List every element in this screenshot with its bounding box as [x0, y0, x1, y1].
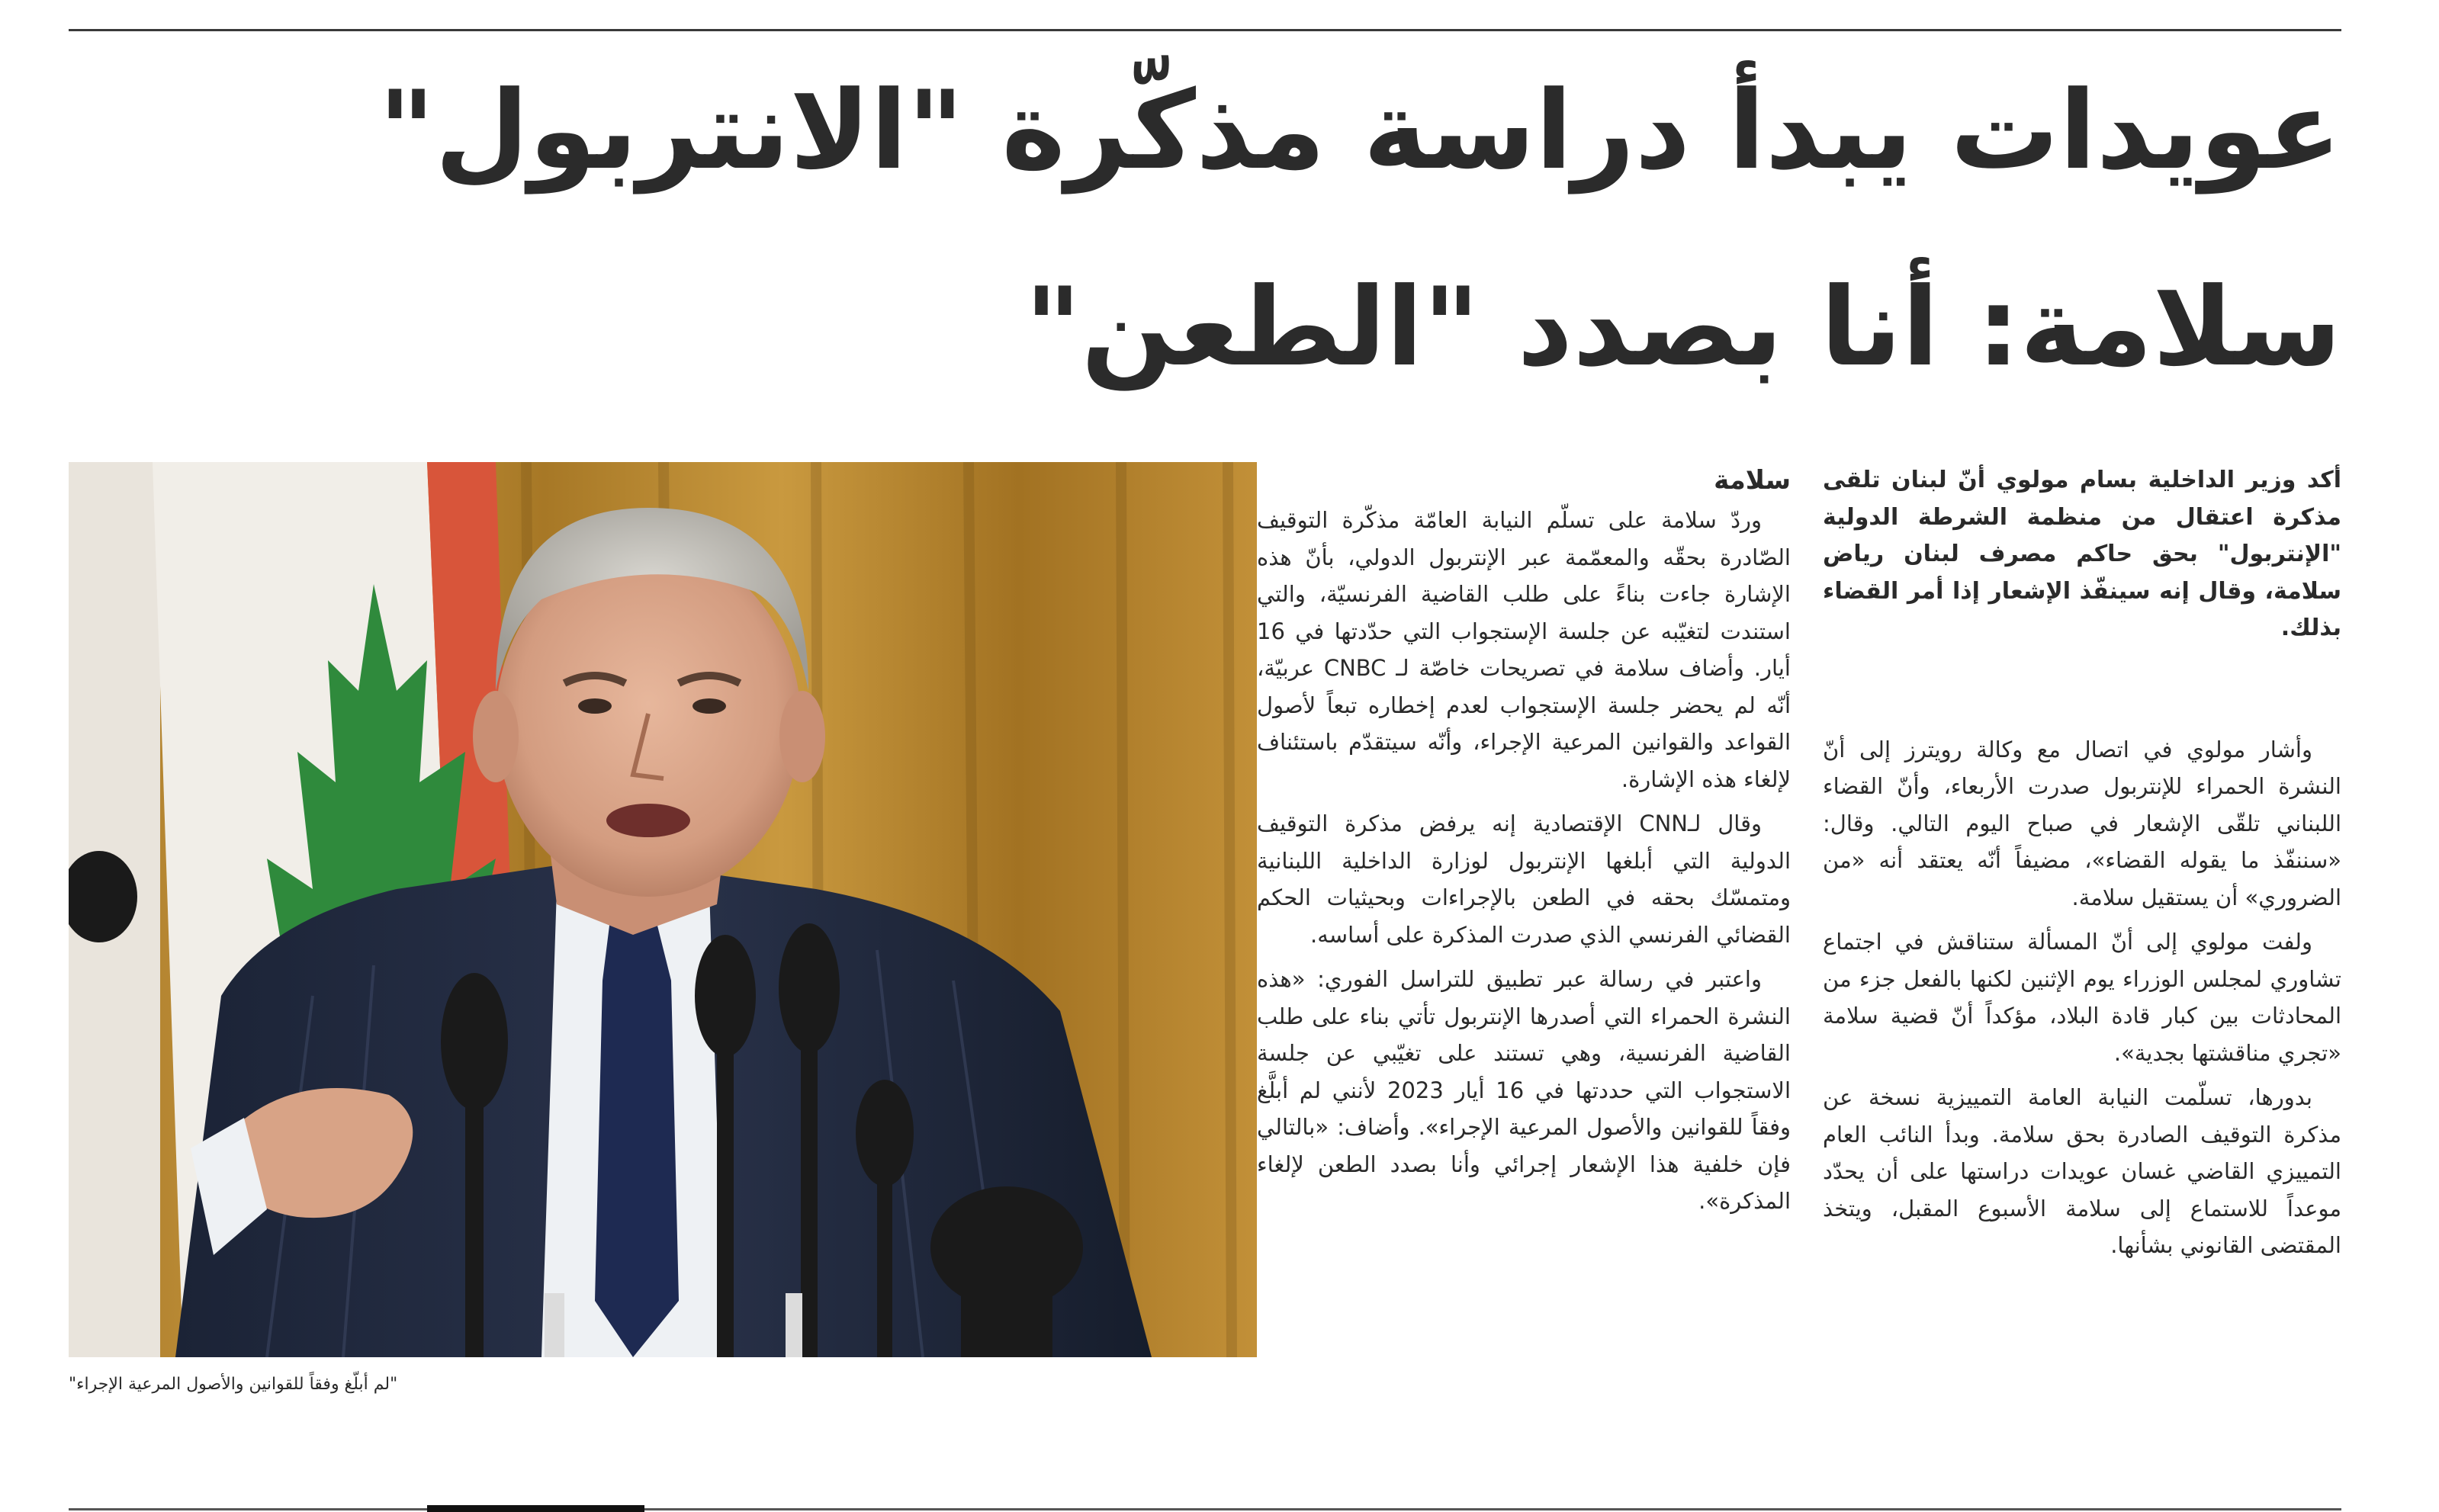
news-photo — [69, 462, 1257, 1357]
lead-paragraph: أكد وزير الداخلية بسام مولوي أنّ لبنان تلقى مذكرة اعتقال من منظمة الشرطة الدولية "الإنتربول" بحق حاكم مصرف لبنان رياض سلامة، وقال إنه سينفّذ الإشعار إذا أمر القضاء بذلك. — [1823, 467, 2341, 641]
headline-line-1: عويدات يبدأ دراسة مذكّرة "الانتربول" — [378, 68, 2341, 194]
article-column-middle — [1257, 462, 1791, 1220]
bottom-rule — [69, 1508, 427, 1510]
bottom-rule — [644, 1508, 2341, 1510]
body-paragraph: وقال لـCNN الإقتصادية إنه يرفض مذكرة التوقيف الدولية التي أبلغها الإنتربول لوزارة الداخلية اللبنانية ومتمسّك بحقه في الطعن بالإجراءات وبحيثيات الحكم القضائي الفرنسي الذي صدرت المذكرة على أساسه. — [1257, 811, 1791, 948]
body-paragraph: وأشار مولوي في اتصال مع وكالة رويترز إلى أنّ النشرة الحمراء للإنتربول صدرت الأربعاء، وأنّ القضاء اللبناني تلقّى الإشعار في صباح اليوم التالي. وقال: «سننفّذ ما يقوله القضاء»، مضيفاً أنّه يعتقد أنه «من الضروري» أن يستقيل سلامة. — [1823, 736, 2341, 910]
headline-line-2: سلامة: أنا بصدد "الطعن" — [1024, 265, 2341, 390]
body-paragraph: ولفت مولوي إلى أنّ المسألة ستناقش في اجتماع تشاوري لمجلس الوزراء يوم الإثنين لكنها بالفعل جزء من المحادثات بين كبار قادة البلاد، مؤكداً أنّ قضية سلامة «تجري مناقشتها بجدية». — [1823, 929, 2341, 1066]
article-column-right — [1823, 462, 2341, 1264]
top-rule — [69, 29, 2341, 31]
photo-caption: "لم أبلّغ وفقاً للقوانين والأصول المرعية الإجراء" — [69, 1375, 398, 1394]
section-subhead: سلامة — [1714, 465, 1791, 496]
press-conference-illustration — [69, 462, 1257, 1357]
body-paragraph: وردّ سلامة على تسلّم النيابة العامّة مذكّرة التوقيف الصّادرة بحقّه والمعمّمة عبر الإنتربول الدولي، بأنّ هذه الإشارة جاءت بناءً على طلب القاضية الفرنسيّة، والتي استندت لتغيّبه عن جلسة الإستجواب التي حدّدتها في 16 أيار. وأضاف سلامة في تصريحات خاصّة لـ CNBC عربيّة، أنّه لم يحضر جلسة الإستجواب لعدم إخطاره تبعاً لأصول القواعد والقوانين المرعية الإجراء، وأنّه سيتقدّم باستئناف لإلغاء هذه الإشارة. — [1257, 507, 1791, 792]
bottom-rule-accent — [427, 1505, 644, 1512]
body-paragraph: بدورها، تسلّمت النيابة العامة التمييزية نسخة عن مذكرة التوقيف الصادرة بحق سلامة. وبدأ النائب العام التمييزي القاضي غسان عويدات دراستها على أن يحدّد موعداً للاستماع إلى سلامة الأسبوع المقبل، ويتخذ المقتضى القانوني بشأنها. — [1823, 1084, 2341, 1258]
body-paragraph: واعتبر في رسالة عبر تطبيق للتراسل الفوري: «هذه النشرة الحمراء التي أصدرها الإنتربول تأتي بناء على طلب القاضية الفرنسية، وهي تستند على تغيّبي عن جلسة الاستجواب التي حددتها في 16 أيار 2023 لأنني لم أبلَّغ وفقاً للقوانين والأصول المرعية الإجراء». وأضاف: «بالتالي فإن خلفية هذا الإشعار إجرائي وأنا بصدد الطعن لإلغاء المذكرة». — [1257, 966, 1791, 1214]
